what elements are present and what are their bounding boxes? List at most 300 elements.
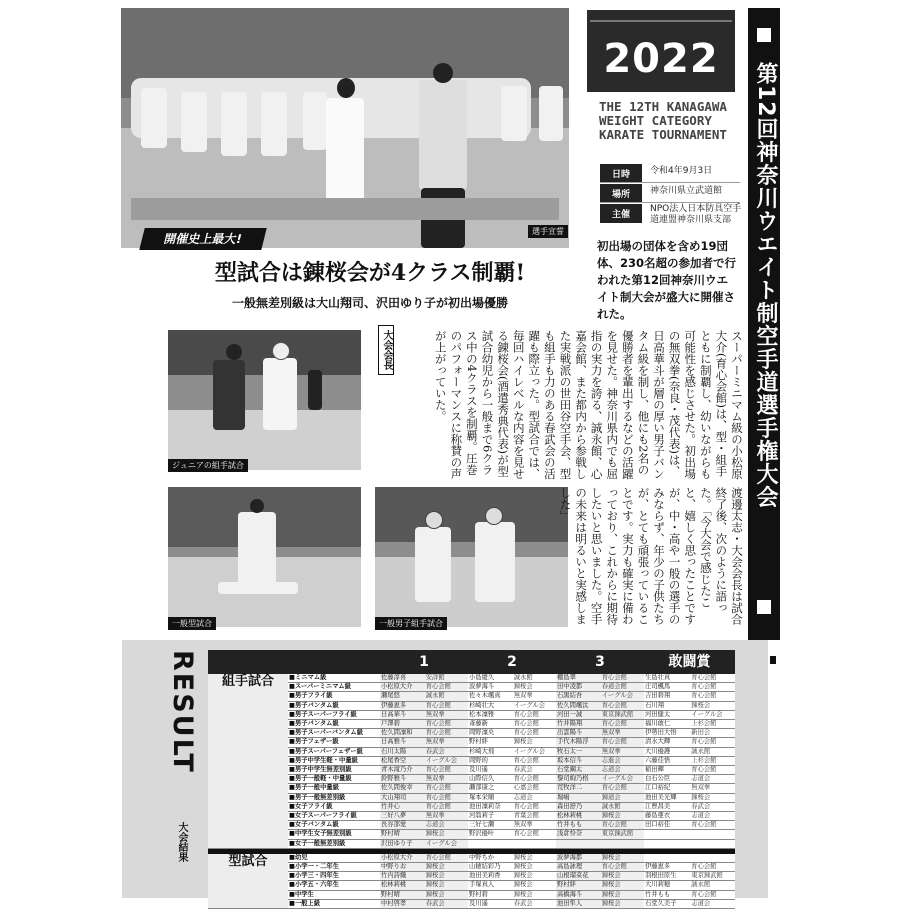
athlete-name: 戸澤碧 (381, 720, 400, 728)
dojo-name: 春武会 (513, 766, 533, 774)
kata-photo (168, 487, 361, 627)
athlete-name: 棚島翠 (557, 674, 576, 681)
athlete-name: 松尾香空 (381, 756, 407, 764)
athlete-name: 長谷部愛 (381, 821, 407, 829)
result-header-3rd: 3 (556, 650, 644, 674)
result-cell-c1 (380, 766, 468, 775)
result-cell-c1 (380, 720, 468, 729)
dojo-name: 錬桜会 (425, 830, 445, 838)
dojo-name: 育心会館 (425, 683, 451, 691)
result-group-name: 型試合 (208, 854, 288, 909)
result-cell-c1 (380, 710, 468, 719)
dojo-name: 錬桜会 (513, 881, 533, 889)
result-cell-c2 (468, 692, 556, 701)
dojo-name: 志進会 (601, 756, 621, 764)
athlete-name: 波夢海斗 (469, 683, 495, 691)
athlete-name: 佐久間凜和 (381, 729, 413, 737)
result-class: ■女子バンタム級 (288, 821, 380, 830)
result-cell-c1 (380, 881, 468, 890)
dojo-name: 育心会館 (513, 830, 539, 838)
result-class: ■男子一般中量級 (288, 784, 380, 793)
dojo-name: 錬桜会 (601, 872, 621, 880)
kata-photo-caption: 一般型試合 (168, 617, 216, 630)
result-cell-c3 (556, 701, 644, 710)
athlete-name: 野村晴 (381, 890, 400, 898)
athlete-name: 手代木陽浮 (557, 738, 589, 746)
dojo-name: 安詳館 (425, 674, 445, 681)
dojo-name: 志道会 (513, 793, 533, 801)
dojo-name: 錬道会 (601, 793, 621, 801)
dojo-name: 錬桜会 (513, 738, 533, 746)
athlete-name: 白石公臣 (645, 775, 671, 783)
result-cell-c4 (644, 890, 735, 899)
athlete-name: 山際信久 (469, 775, 495, 783)
dojo-name: 錬桜会 (425, 890, 445, 898)
result-class: ■小学一・二年生 (288, 863, 380, 872)
title-mark-top (757, 28, 771, 42)
result-cell-c3 (556, 674, 644, 683)
result-row (208, 784, 735, 793)
dojo-name: 春武会 (425, 899, 445, 907)
result-row (208, 793, 735, 802)
info-value-host: NPO法人日本防具空手道連盟神奈川県支部 (650, 204, 742, 225)
result-cell-c1 (380, 784, 468, 793)
athlete-name: 日高華斗 (381, 710, 407, 718)
result-cell-c1 (380, 863, 468, 872)
athlete-name: 山穂結彩乃 (469, 863, 501, 871)
result-cell-c3 (556, 802, 644, 811)
result-cell-c1 (380, 729, 468, 738)
dojo-name: 春武会 (425, 747, 445, 755)
athlete-name: 荒牧洋二 (557, 784, 583, 792)
result-cell-c4 (644, 710, 735, 719)
result-cell-c3 (556, 863, 644, 872)
result-row (208, 863, 735, 872)
athlete-name: 沢田ゆり子 (381, 839, 413, 847)
dojo-name: 育心会館 (601, 701, 627, 709)
result-header-blank (208, 650, 380, 674)
junior-photo-caption: ジュニアの組手試合 (168, 459, 248, 472)
result-cell-c1 (380, 839, 468, 848)
dojo-name: 育心会館 (425, 766, 451, 774)
dojo-name: 育心会館 (691, 863, 717, 871)
dojo-name: 春道会館 (601, 683, 627, 691)
athlete-name: 松本凜雅 (469, 710, 495, 718)
banner: 開催史上最大! (139, 228, 266, 250)
dojo-name: イーグル会 (425, 839, 458, 847)
dojo-name: 心嘉会館 (513, 784, 539, 792)
athlete-name: 手塚真人 (469, 881, 495, 889)
result-cell-c1 (380, 775, 468, 784)
result-row (208, 738, 735, 747)
dojo-name: 錬桜会 (601, 881, 621, 889)
result-cell-c1 (380, 854, 468, 863)
result-cell-c2 (468, 881, 556, 890)
athlete-name: 藤島亜衣 (645, 812, 671, 820)
dojo-name: 誠永館 (425, 692, 445, 700)
section-label: 大会会長 (378, 325, 394, 375)
result-cell-c4 (644, 863, 735, 872)
result-cell-c2 (468, 812, 556, 821)
event-name-line: WEIGHT CATEGORY (599, 113, 712, 128)
result-cell-c1 (380, 821, 468, 830)
result-cell-c3 (556, 775, 644, 784)
result-cell-c2 (468, 729, 556, 738)
result-cell-c2 (468, 872, 556, 881)
athlete-name: 石川太陽 (381, 747, 407, 755)
result-cell-c4 (644, 738, 735, 747)
result-cell-c1 (380, 890, 468, 899)
result-cell-c1 (380, 683, 468, 692)
dojo-name: 志道会 (691, 812, 711, 820)
result-header-row (208, 650, 735, 674)
main-photo (121, 8, 569, 248)
result-row (208, 899, 735, 908)
dojo-name: 錬桜会 (513, 683, 533, 691)
result-row (208, 701, 735, 710)
dojo-name: 誠永館 (601, 802, 621, 810)
result-cell-c3 (556, 747, 644, 756)
result-cell-c1 (380, 701, 468, 710)
dojo-name: 育心会館 (425, 701, 451, 709)
dojo-name: 無双拳 (601, 729, 621, 737)
result-cell-c1 (380, 756, 468, 765)
result-cell-c4 (644, 793, 735, 802)
athlete-name: 伊勢田大悟 (645, 729, 677, 737)
result-header-fighting-spirit: 敢闘賞 (644, 650, 735, 674)
athlete-name: 斎藤新 (469, 720, 488, 728)
athlete-name: 田口裕佳 (645, 821, 671, 829)
result-cell-c3 (556, 710, 644, 719)
result-cell-c3 (556, 720, 644, 729)
info-label-date: 日時 (600, 164, 642, 183)
dojo-name: イーグル会 (601, 775, 634, 783)
dojo-name: 錬桜会 (601, 890, 621, 898)
result-cell-c3 (556, 839, 644, 848)
result-cell-c2 (468, 701, 556, 710)
year-rule (590, 20, 732, 22)
result-class: ■スーパーミニマム級 (288, 683, 380, 692)
dojo-name: 錬桜会 (601, 812, 621, 820)
result-class: ■男子スーパーフライ級 (288, 710, 380, 719)
athlete-name: 石黒結吾 (557, 692, 583, 700)
event-name-line: THE 12TH KANAGAWA (599, 99, 727, 114)
result-cell-c2 (468, 747, 556, 756)
dojo-name: 志道会 (425, 821, 445, 829)
result-row (208, 854, 735, 863)
info-divider (600, 182, 740, 183)
lead-text: 初出場の団体を含め19団体、230名超の参加者で行われた第12回神奈川ウエイト制大会が盛大に開催された。 (597, 239, 737, 321)
result-row (208, 802, 735, 811)
result-table (208, 650, 735, 909)
result-cell-c4 (644, 747, 735, 756)
dojo-name: 錬桜会 (425, 863, 445, 871)
result-cell-c4 (644, 692, 735, 701)
result-cell-c4 (644, 701, 735, 710)
athlete-name: 浅倉怜奈 (557, 830, 583, 838)
dojo-name: 錬桜会 (513, 863, 533, 871)
result-cell-c2 (468, 854, 556, 863)
result-cell-c4 (644, 775, 735, 784)
info-divider (600, 202, 740, 203)
athlete-name: 及川遥 (469, 899, 488, 907)
dojo-name: 無双拳 (691, 784, 711, 792)
athlete-name: 田中凌都 (557, 683, 583, 691)
athlete-name: 小松原大介 (381, 853, 413, 861)
athlete-name: 松林莉桃 (381, 881, 407, 889)
athlete-name: 岡野凜央 (469, 729, 495, 737)
info-value-venue: 神奈川県立武道館 (650, 186, 723, 196)
result-class: ■男子スーパーフェザー級 (288, 747, 380, 756)
result-cell-c2 (468, 756, 556, 765)
athlete-name: 堀嶋 (557, 793, 570, 801)
year: 2022 (603, 36, 719, 82)
athlete-name: 塚本栄順 (469, 793, 495, 801)
result-cell-c3 (556, 766, 644, 775)
dojo-name: 育心会館 (425, 802, 451, 810)
result-cell-c4 (644, 729, 735, 738)
dojo-name: 育心会館 (425, 784, 451, 792)
athlete-name: 森田舒乃 (557, 802, 583, 810)
dojo-name: 錬桜会 (425, 872, 445, 880)
result-cell-c3 (556, 692, 644, 701)
result-class: ■小学五・六年生 (288, 881, 380, 890)
athlete-name: 小松原大介 (381, 683, 413, 691)
athlete-name: 大山翔司 (381, 793, 407, 801)
result-class: ■男子バンタム級 (288, 701, 380, 710)
result-cell-c3 (556, 881, 644, 890)
dojo-name: 育心会館 (601, 720, 627, 728)
athlete-name: 江口裕紀 (645, 784, 671, 792)
dojo-name: 錬桜会 (513, 853, 533, 861)
result-row (208, 821, 735, 830)
result-row (208, 812, 735, 821)
athlete-name: 岡野的 (469, 756, 488, 764)
result-class: ■女子一般無差別級 (288, 839, 380, 848)
athlete-name: 鈴野雅斗 (381, 775, 407, 783)
result-group-name: 組手試合 (208, 674, 288, 848)
result-cell-c4 (644, 720, 735, 729)
info-label-venue: 場所 (600, 184, 642, 203)
result-row (208, 710, 735, 719)
result-row (208, 766, 735, 775)
result-class: ■女子フライ級 (288, 802, 380, 811)
result-class: ■男子フェザー級 (288, 738, 380, 747)
dojo-name: イーグル会 (513, 701, 546, 709)
result-cell-c3 (556, 756, 644, 765)
result-class: ■中学生 (288, 890, 380, 899)
athlete-name: 河翁莉子 (469, 812, 495, 820)
result-class: ■女子スーパーフライ級 (288, 812, 380, 821)
athlete-name: 竹井陽翔 (557, 720, 583, 728)
info-label-host: 主催 (600, 204, 642, 223)
result-cell-c2 (468, 839, 556, 848)
result-cell-c1 (380, 793, 468, 802)
result-cell-c3 (556, 683, 644, 692)
result-cell-c4 (644, 674, 735, 683)
dojo-name: 上杉会館 (691, 756, 717, 764)
subheadline: 一般無差別級は大山翔司、沢田ゆり子が初出場優勝 (231, 296, 508, 310)
result-class: ■男子バンタム級 (288, 720, 380, 729)
result-row (208, 683, 735, 692)
result-cell-c2 (468, 766, 556, 775)
result-cell-c2 (468, 793, 556, 802)
main-photo-caption: 選手宣誓 (528, 225, 568, 238)
dojo-name: 育心会館 (513, 756, 539, 764)
dojo-name: 育心会館 (513, 720, 539, 728)
result-cell-c2 (468, 710, 556, 719)
dojo-name: 誠永館 (513, 674, 533, 681)
dojo-name: 育心会館 (601, 738, 627, 746)
result-cell-c1 (380, 692, 468, 701)
article-body-left: 渡邊太志・大会会長は試合終了後、次のように語った。「今大会で感じたこと、嬉しく思ったことですが、中・高や一般の選手のみならず、年少の子供たちが、とても頑張っていることです。実力も確実に備わっており、これからに期待したいと思いました。空手の未来は明るいと実感しました」 (558, 487, 744, 625)
athlete-name: 伊藤恵多 (381, 701, 407, 709)
athlete-name: 石堂鋼太 (557, 766, 583, 774)
result-cell-c1 (380, 830, 468, 839)
dojo-name: 育心会館 (513, 710, 539, 718)
result-cell-c2 (468, 830, 556, 839)
result-cell-c3 (556, 729, 644, 738)
dojo-name: 誠永館 (691, 747, 711, 755)
dojo-name: 無双拳 (513, 692, 533, 700)
dojo-name: 育心会館 (601, 821, 627, 829)
athlete-name: 石堂久美子 (645, 899, 677, 907)
dojo-name: 錬桜会 (601, 853, 621, 861)
dojo-name: 錬桜会 (513, 890, 533, 898)
dojo-name: 育心会館 (691, 683, 717, 691)
athlete-name: 大川優護 (645, 747, 671, 755)
result-row (208, 674, 735, 683)
result-cell-c1 (380, 812, 468, 821)
athlete-name: 野村絆 (557, 881, 576, 889)
result-cell-c2 (468, 674, 556, 683)
dojo-name: 東京錬武館 (691, 872, 723, 880)
result-class: ■男子一般軽・中量級 (288, 775, 380, 784)
result-subtitle: 大会結果 (176, 822, 187, 862)
athlete-name: 中村啓孝 (381, 899, 407, 907)
athlete-name: 稲田輝 (645, 766, 664, 774)
result-cell-c4 (644, 802, 735, 811)
athlete-name: 中野ちか (469, 853, 495, 861)
result-row (208, 775, 735, 784)
result-row (208, 830, 735, 839)
result-cell-c2 (468, 890, 556, 899)
athlete-name: 高島詠理 (557, 863, 583, 871)
athlete-name: 江豊昌美 (645, 802, 671, 810)
athlete-name: 高橋海斗 (557, 890, 583, 898)
dojo-name: 無双拳 (425, 710, 445, 718)
result-row (208, 756, 735, 765)
result-cell-c2 (468, 683, 556, 692)
event-name-en (587, 100, 737, 142)
athlete-name: 瀬尾悠 (381, 692, 400, 700)
result-cell-c1 (380, 674, 468, 683)
athlete-name: 河田健太 (645, 710, 671, 718)
result-cell-c2 (468, 863, 556, 872)
result-cell-c4 (644, 839, 735, 848)
result-row (208, 881, 735, 890)
result-cell-c2 (468, 720, 556, 729)
athlete-name: 河田一誠 (557, 710, 583, 718)
athlete-name: 池田美光輝 (645, 793, 677, 801)
athlete-name: 伊藤恵多 (645, 863, 671, 871)
result-header-2nd: 2 (468, 650, 556, 674)
result-cell-c1 (380, 747, 468, 756)
title-mark-bottom (757, 600, 771, 614)
result-cell-c2 (468, 784, 556, 793)
result-row (208, 747, 735, 756)
athlete-name: 竹内詩織 (381, 872, 407, 880)
dojo-name: 育心会館 (601, 784, 627, 792)
dojo-name: 育心会館 (691, 674, 717, 681)
result-cell-c3 (556, 793, 644, 802)
result-class: ■ミニマム級 (288, 674, 380, 683)
result-class: ■男子中学生軽・中量級 (288, 756, 380, 765)
dojo-name: 錬桜会 (425, 881, 445, 889)
dojo-name: 育心会館 (691, 766, 717, 774)
athlete-name: 出雲陽斗 (557, 729, 583, 737)
athlete-name: 松林莉桃 (557, 812, 583, 820)
dojo-name: 育心会館 (691, 692, 717, 700)
athlete-name: 佐々木颯真 (469, 692, 501, 700)
result-cell-c4 (644, 756, 735, 765)
athlete-name: 庄司楓馬 (645, 683, 671, 691)
ippan-photo-caption: 一般男子組手試合 (375, 617, 447, 630)
right-mark (770, 656, 776, 664)
dojo-name: 無双拳 (513, 821, 533, 829)
athlete-name: 佐久間俊幸 (381, 784, 413, 792)
athlete-name: 及川遥 (469, 766, 488, 774)
headline: 型試合は錬桜会が4クラス制覇! (214, 260, 526, 286)
dojo-name: 無双拳 (425, 812, 445, 820)
result-cell-c3 (556, 821, 644, 830)
vertical-title: 第12回神奈川ウエイト制空手道選手権大会 (753, 62, 778, 509)
result-class: ■小学三・四年生 (288, 872, 380, 881)
athlete-name: 青木滝乃介 (381, 766, 413, 774)
dojo-name: 錬桜会 (601, 899, 621, 907)
dojo-name: 錬桜会 (513, 872, 533, 880)
result-header-1st: 1 (380, 650, 468, 674)
result-cell-c4 (644, 854, 735, 863)
athlete-name: 瀬部康之 (469, 784, 495, 792)
dojo-name: 誠永館 (691, 881, 711, 889)
dojo-name: 育心会館 (601, 863, 627, 871)
athlete-name: 野村碧 (469, 890, 488, 898)
athlete-name: 佐久間颯汰 (557, 701, 589, 709)
athlete-name: 羽根田原生 (645, 872, 677, 880)
result-cell-c4 (644, 872, 735, 881)
athlete-name: 杉崎壮大 (469, 701, 495, 709)
result-class: ■男子フライ級 (288, 692, 380, 701)
athlete-name: 波夢海都 (557, 853, 583, 861)
info-value-date: 令和4年9月3日 (650, 166, 713, 176)
athlete-name: 野村絆 (469, 738, 488, 746)
result-cell-c3 (556, 890, 644, 899)
athlete-name: 山根瑠菜花 (557, 872, 589, 880)
result-cell-c4 (644, 830, 735, 839)
athlete-name: 竹井もも (557, 821, 583, 829)
dojo-name: イーグル会 (425, 756, 458, 764)
result-cell-c2 (468, 802, 556, 811)
result-cell-c2 (468, 821, 556, 830)
result-row (208, 839, 735, 848)
athlete-name: 佐藤淳喜 (381, 674, 407, 681)
result-cell-c4 (644, 784, 735, 793)
dojo-name: 育心会館 (513, 729, 539, 737)
result-title: RESULT (167, 650, 198, 774)
result-class: ■男子中学生無差別級 (288, 766, 380, 775)
result-cell-c3 (556, 738, 644, 747)
